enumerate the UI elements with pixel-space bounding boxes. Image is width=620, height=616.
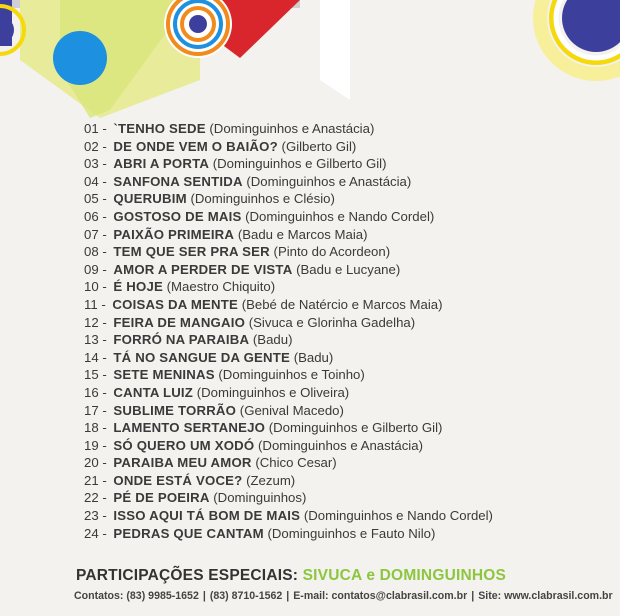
header-artwork (0, 0, 620, 130)
track-artists: (Dominguinhos e Anastácia) (258, 437, 423, 453)
track-number: 10 - (84, 279, 107, 295)
white-notch (320, 0, 350, 100)
track-artists: (Sivuca e Glorinha Gadelha) (248, 314, 416, 330)
track-artists: (Dominguinhos e Fauto Nilo) (267, 525, 436, 541)
guests-names: SIVUCA e DOMINGUINHOS (302, 567, 507, 584)
track-item (84, 402, 493, 420)
track-artists: (Badu) (252, 332, 293, 348)
track-artists: (Maestro Chiquito) (166, 279, 276, 295)
track-number: 21 - (84, 472, 107, 488)
track-artists: (Chico Cesar) (255, 455, 337, 471)
track-title: TÁ NO SANGUE DA GENTE (113, 349, 291, 365)
track-title: SANFONA SENTIDA (113, 173, 243, 189)
track-title: QUERUBIM (113, 191, 187, 207)
track-item (84, 261, 493, 279)
track-title: GOSTOSO DE MAIS (113, 208, 242, 224)
track-number: 06 - (84, 208, 107, 224)
track-title: `TENHO SEDE (113, 121, 206, 136)
track-item (84, 454, 493, 472)
track-item (84, 243, 493, 261)
track-number: 11 - (84, 296, 106, 312)
track-item (84, 349, 493, 367)
track-item (84, 384, 493, 402)
track-title: TEM QUE SER PRA SER (113, 244, 270, 260)
contacts-label: Contatos: (74, 590, 124, 602)
track-artists: (Badu e Lucyane) (296, 261, 401, 277)
contacts-line (74, 590, 613, 602)
track-number: 09 - (84, 261, 107, 277)
track-artists: (Dominguinhos e Anastácia) (246, 173, 412, 189)
track-artists: (Badu e Marcos Maia) (237, 226, 368, 242)
track-number: 24 - (84, 525, 107, 541)
ring-right (540, 0, 620, 74)
track-artists: (Dominguinhos e Toinho) (218, 367, 365, 383)
track-number: 20 - (84, 455, 107, 471)
track-number: 15 - (84, 367, 107, 383)
track-item (84, 489, 493, 507)
track-number: 04 - (84, 173, 107, 189)
track-title: FORRÓ NA PARAIBA (113, 332, 250, 348)
track-number: 05 - (84, 191, 107, 207)
track-title: PARAIBA MEU AMOR (113, 455, 252, 471)
track-title: SETE MENINAS (113, 367, 215, 383)
blue-circle (53, 31, 107, 85)
track-item (84, 314, 493, 332)
track-title: É HOJE (113, 279, 163, 295)
track-artists: (Dominguinhos e Gilberto Gil) (212, 156, 387, 172)
track-title: ONDE ESTÁ VOCE? (113, 472, 243, 488)
track-number: 07 - (84, 226, 107, 242)
track-title: LAMENTO SERTANEJO (113, 420, 266, 436)
track-item (84, 226, 493, 244)
track-artists: (Bebé de Natércio e Marcos Maia) (241, 296, 443, 312)
track-artists: (Dominguinhos e Clésio) (190, 191, 335, 207)
track-number: 12 - (84, 314, 107, 330)
track-number: 08 - (84, 244, 107, 260)
track-item (84, 120, 493, 138)
tracklist (84, 120, 493, 542)
track-item (84, 278, 493, 296)
track-title: SUBLIME TORRÃO (113, 402, 237, 418)
track-title: PEDRAS QUE CANTAM (113, 525, 264, 541)
track-number: 02 - (84, 138, 107, 154)
track-number: 16 - (84, 384, 107, 400)
separator: | (202, 590, 206, 602)
track-number: 01 - (84, 121, 107, 136)
track-artists: (Dominguinhos e Nando Cordel) (303, 508, 493, 524)
track-item (84, 366, 493, 384)
track-artists: (Gilberto Gil) (281, 138, 357, 154)
track-title: COISAS DA MENTE (112, 296, 239, 312)
track-title: PÉ DE POEIRA (113, 490, 210, 506)
track-number: 03 - (84, 156, 107, 172)
track-artists: (Dominguinhos e Oliveira) (196, 384, 350, 400)
track-artists: (Dominguinhos e Anastácia) (209, 121, 375, 136)
track-item (84, 138, 493, 156)
track-item (84, 437, 493, 455)
special-guests (76, 567, 506, 585)
track-item (84, 472, 493, 490)
track-number: 14 - (84, 349, 107, 365)
separator: | (471, 590, 475, 602)
track-item (84, 507, 493, 525)
track-item (84, 331, 493, 349)
track-artists: (Genival Macedo) (239, 402, 344, 418)
track-title: PAIXÃO PRIMEIRA (113, 226, 235, 242)
track-item (84, 525, 493, 543)
track-number: 19 - (84, 437, 107, 453)
track-number: 18 - (84, 420, 107, 436)
track-number: 13 - (84, 332, 107, 348)
website: Site: www.clabrasil.com.br (478, 590, 613, 602)
track-title: FEIRA DE MANGAIO (113, 314, 246, 330)
track-item (84, 190, 493, 208)
track-title: AMOR A PERDER DE VISTA (113, 261, 293, 277)
track-title: DE ONDE VEM O BAIÃO? (113, 138, 278, 154)
track-artists: (Dominguinhos) (213, 490, 307, 506)
track-item (84, 296, 493, 314)
track-title: SÓ QUERO UM XODÓ (113, 437, 255, 453)
phone-2: (83) 8710-1562 (209, 590, 283, 602)
track-artists: (Dominguinhos e Nando Cordel) (245, 208, 435, 224)
track-number: 23 - (84, 508, 107, 524)
track-artists: (Zezum) (246, 472, 296, 488)
track-item (84, 155, 493, 173)
track-number: 17 - (84, 402, 107, 418)
email: E-mail: contatos@clabrasil.com.br (293, 590, 468, 602)
track-title: CANTA LUIZ (113, 384, 194, 400)
separator: | (286, 590, 290, 602)
phone-1: (83) 9985-1652 (126, 590, 199, 602)
track-number: 22 - (84, 490, 107, 506)
track-artists: (Pinto do Acordeon) (273, 244, 391, 260)
track-artists: (Badu) (293, 349, 334, 365)
track-title: ABRI A PORTA (113, 156, 210, 172)
track-artists: (Dominguinhos e Gilberto Gil) (268, 420, 443, 436)
track-item (84, 419, 493, 437)
track-item (84, 208, 493, 226)
track-item (84, 173, 493, 191)
guests-label: PARTICIPAÇÕES ESPECIAIS: (76, 567, 299, 584)
track-title: ISSO AQUI TÁ BOM DE MAIS (113, 508, 301, 524)
